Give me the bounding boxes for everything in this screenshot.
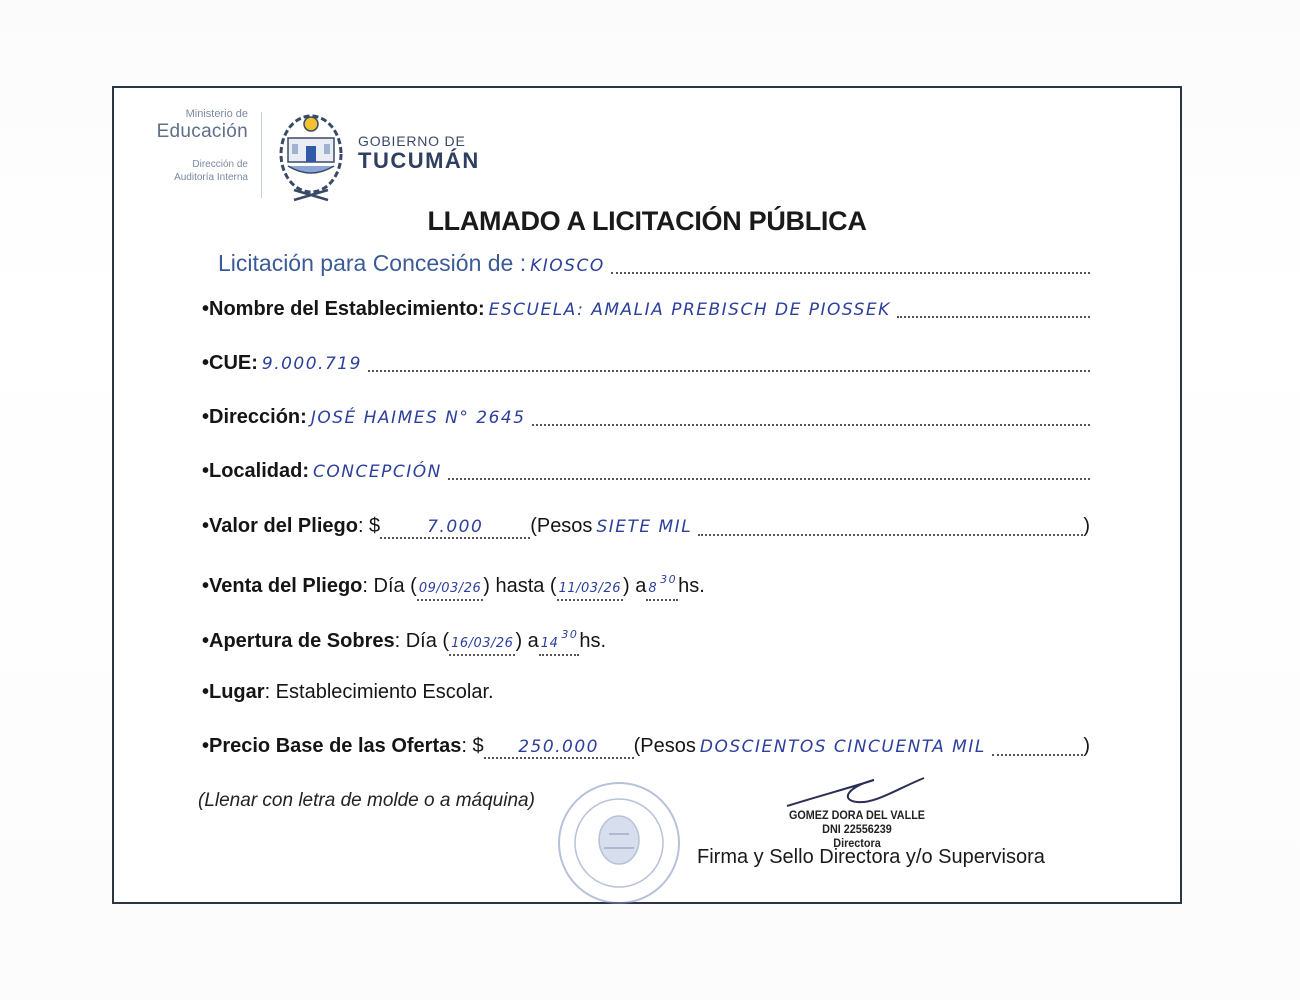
valor-pesos-open: (Pesos	[530, 515, 593, 537]
dotted-line	[532, 424, 1090, 426]
gobierno-logo	[358, 134, 480, 173]
gobierno-small: GOBIERNO DE	[358, 133, 466, 149]
venta-dia: : Día (	[362, 575, 417, 597]
localidad-label: •Localidad:	[202, 460, 310, 482]
page-title: LLAMADO A LICITACIÓN PÚBLICA	[427, 206, 867, 236]
apertura-hour: 14	[540, 636, 559, 651]
direccion-line-1: Dirección de	[192, 159, 248, 170]
venta-minutes: 30	[660, 573, 678, 586]
signer-role: Directora	[833, 836, 881, 850]
concesion-row	[218, 250, 1090, 277]
fill-instruction-note: (Llenar con letra de molde o a máquina)	[198, 790, 535, 811]
ministerio-big: Educación	[156, 121, 248, 142]
logo-divider	[261, 112, 262, 198]
establecimiento-value[interactable]: ESCUELA: AMALIA PREBISCH DE PIOSSEK	[488, 300, 891, 320]
concesion-label: Licitación para Concesión de :	[218, 250, 527, 276]
valor-amount: 7.000	[427, 517, 484, 537]
valor-label: •Valor del Pliego	[202, 515, 358, 537]
school-stamp-icon	[554, 778, 684, 908]
venta-row	[202, 570, 1090, 601]
tucuman-crest-icon	[274, 108, 348, 204]
establecimiento-label: •Nombre del Establecimiento:	[202, 298, 485, 320]
signer-name: GOMEZ DORA DEL VALLE	[788, 808, 926, 822]
dotted-line	[368, 370, 1090, 372]
precio-amount-field[interactable]	[484, 736, 634, 759]
localidad-row	[202, 460, 1090, 483]
valor-close: )	[1083, 515, 1090, 537]
cue-label: •CUE:	[202, 352, 258, 374]
apertura-row	[202, 625, 1090, 656]
dotted-line	[611, 272, 1090, 274]
apertura-minutes: 30	[561, 628, 579, 641]
direccion-row	[202, 406, 1090, 429]
establecimiento-row	[202, 298, 1090, 321]
dotted-line	[698, 534, 1083, 536]
precio-pesos-value[interactable]: DOSCIENTOS CINCUENTA MIL	[699, 737, 986, 757]
apertura-a: ) a	[515, 630, 539, 652]
venta-to: 11/03/26	[558, 581, 621, 596]
venta-hs: hs.	[678, 575, 705, 597]
direccion-label: •Dirección:	[202, 406, 307, 428]
localidad-value[interactable]: CONCEPCIÓN	[313, 462, 442, 482]
direccion-value[interactable]: JOSÉ HAIMES N° 2645	[310, 408, 526, 428]
precio-close: )	[1083, 735, 1090, 757]
ministerio-small: Ministerio de	[185, 108, 248, 120]
valor-row	[202, 515, 1090, 539]
valor-currency: : $	[357, 515, 381, 537]
form-card	[112, 86, 1182, 904]
signature-block	[772, 808, 943, 850]
signer-dni: DNI 22556239	[822, 822, 892, 836]
precio-row	[202, 735, 1090, 759]
valor-pesos-value[interactable]: SIETE MIL	[596, 517, 693, 537]
valor-amount-field[interactable]	[380, 516, 530, 539]
apertura-time-field[interactable]	[539, 625, 580, 656]
precio-currency: : $	[461, 735, 484, 757]
venta-a: ) a	[622, 575, 647, 597]
venta-time-field[interactable]	[646, 570, 678, 601]
cue-row	[202, 352, 1090, 375]
lugar-row	[202, 681, 1090, 704]
signature-caption: Firma y Sello Directora y/o Supervisora	[697, 846, 1045, 868]
venta-label: •Venta del Pliego	[202, 575, 363, 597]
precio-pesos-open: (Pesos	[633, 735, 696, 757]
precio-label: •Precio Base de las Ofertas	[202, 735, 462, 757]
apertura-hs: hs.	[579, 630, 607, 652]
apertura-date-field[interactable]	[449, 631, 515, 656]
venta-hour: 8	[648, 581, 658, 596]
dotted-line	[897, 316, 1090, 318]
apertura-dia: : Día (	[394, 630, 450, 652]
gobierno-big: TUCUMÁN	[358, 148, 480, 173]
venta-hasta: ) hasta (	[483, 575, 557, 597]
lugar-label: •Lugar	[202, 681, 265, 703]
lugar-value: : Establecimiento Escolar.	[264, 681, 494, 703]
dotted-line	[992, 754, 1084, 756]
venta-from: 09/03/26	[418, 581, 482, 596]
venta-to-field[interactable]	[557, 576, 623, 601]
precio-amount: 250.000	[518, 737, 600, 757]
venta-from-field[interactable]	[417, 576, 483, 601]
ministerio-logo	[128, 108, 248, 184]
direccion-line-2: Auditoría Interna	[174, 172, 248, 183]
concesion-value[interactable]: KIOSCO	[530, 256, 605, 276]
dotted-line	[448, 478, 1090, 480]
cue-value[interactable]: 9.000.719	[261, 354, 362, 374]
apertura-label: •Apertura de Sobres	[202, 630, 395, 652]
apertura-date: 16/03/26	[451, 636, 514, 651]
